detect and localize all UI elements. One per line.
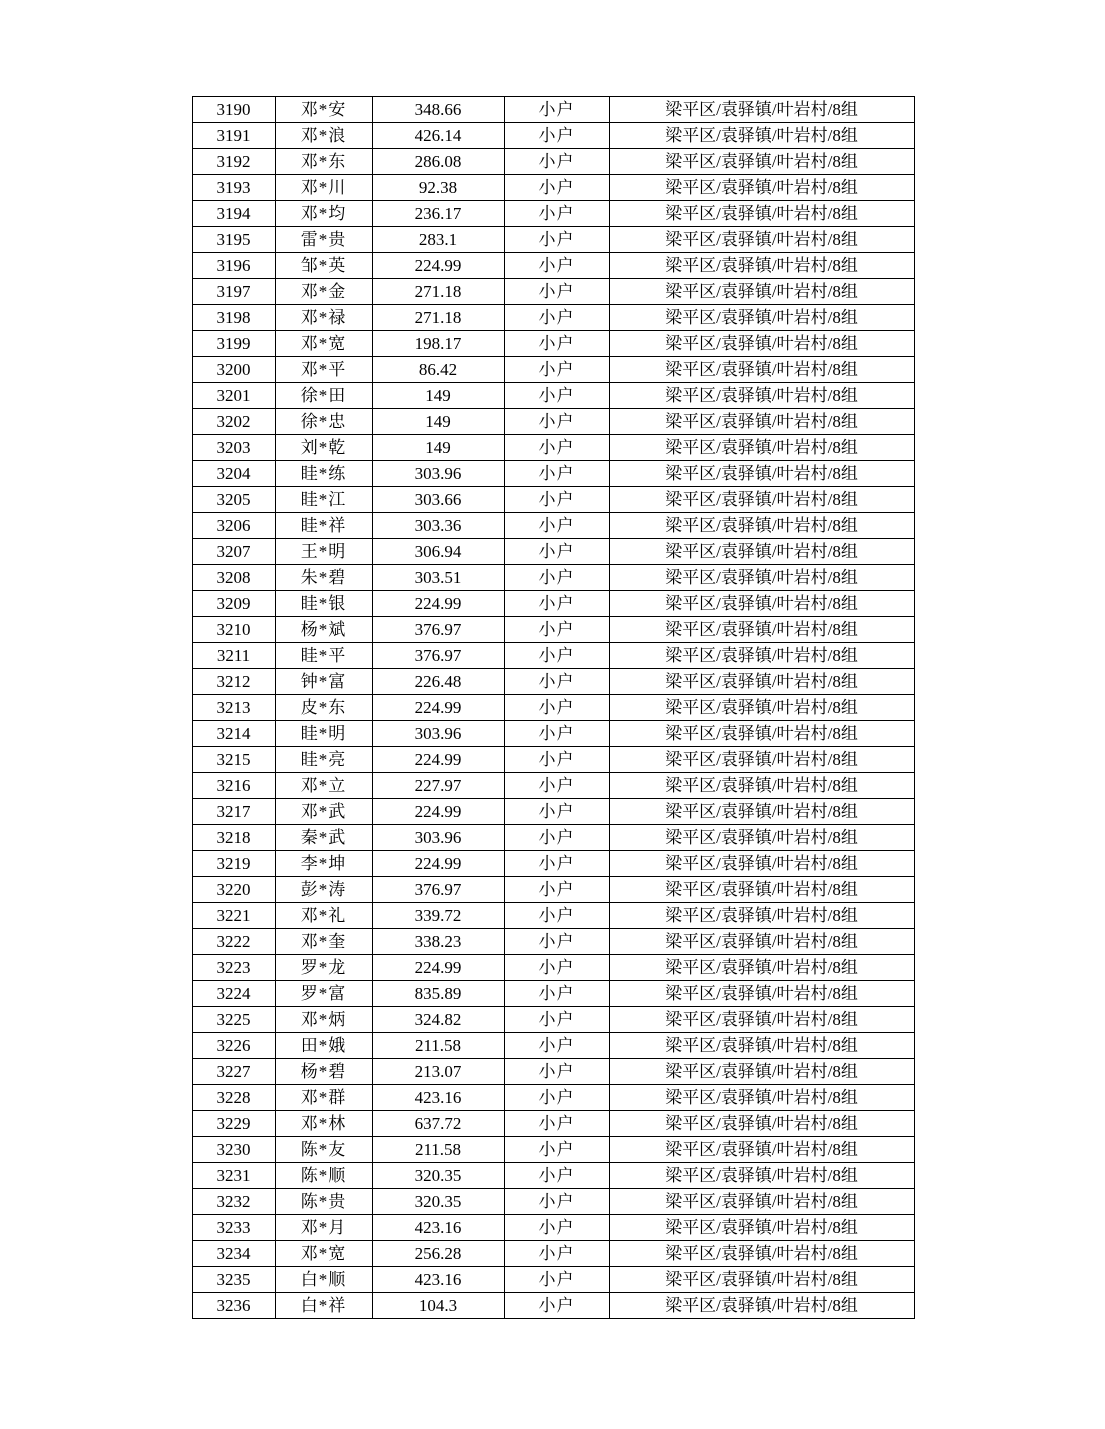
row-id: 3236 [192,1293,275,1319]
table-row [192,799,914,825]
row-name: 邓*林 [275,1111,372,1137]
row-type: 小户 [504,227,609,253]
table-row [192,1111,914,1137]
row-amount: 256.28 [372,1241,504,1267]
row-address: 梁平区/袁驿镇/叶岩村/8组 [609,643,914,669]
table-row [192,929,914,955]
row-name: 刘*乾 [275,435,372,461]
table-row [192,721,914,747]
table-body [192,97,914,1319]
table-row [192,825,914,851]
row-type: 小户 [504,929,609,955]
row-name: 钟*富 [275,669,372,695]
row-address: 梁平区/袁驿镇/叶岩村/8组 [609,1059,914,1085]
table-row [192,383,914,409]
row-id: 3207 [192,539,275,565]
row-id: 3228 [192,1085,275,1111]
row-type: 小户 [504,747,609,773]
row-id: 3214 [192,721,275,747]
row-amount: 320.35 [372,1163,504,1189]
row-amount: 303.36 [372,513,504,539]
row-address: 梁平区/袁驿镇/叶岩村/8组 [609,903,914,929]
row-id: 3216 [192,773,275,799]
table-row [192,1007,914,1033]
table-row [192,227,914,253]
row-address: 梁平区/袁驿镇/叶岩村/8组 [609,253,914,279]
row-amount: 224.99 [372,695,504,721]
row-address: 梁平区/袁驿镇/叶岩村/8组 [609,409,914,435]
row-name: 邓*礼 [275,903,372,929]
row-address: 梁平区/袁驿镇/叶岩村/8组 [609,955,914,981]
row-name: 罗*富 [275,981,372,1007]
row-type: 小户 [504,435,609,461]
row-amount: 426.14 [372,123,504,149]
table-row [192,903,914,929]
table-row [192,1293,914,1319]
row-type: 小户 [504,721,609,747]
row-type: 小户 [504,1293,609,1319]
row-address: 梁平区/袁驿镇/叶岩村/8组 [609,305,914,331]
row-name: 邓*立 [275,773,372,799]
row-name: 邓*安 [275,97,372,123]
row-address: 梁平区/袁驿镇/叶岩村/8组 [609,591,914,617]
row-type: 小户 [504,1189,609,1215]
row-amount: 303.66 [372,487,504,513]
row-address: 梁平区/袁驿镇/叶岩村/8组 [609,669,914,695]
row-type: 小户 [504,565,609,591]
table-row [192,305,914,331]
table-row [192,175,914,201]
row-id: 3199 [192,331,275,357]
row-type: 小户 [504,1241,609,1267]
row-address: 梁平区/袁驿镇/叶岩村/8组 [609,227,914,253]
row-amount: 376.97 [372,643,504,669]
row-id: 3217 [192,799,275,825]
row-address: 梁平区/袁驿镇/叶岩村/8组 [609,825,914,851]
table-row [192,487,914,513]
row-amount: 637.72 [372,1111,504,1137]
row-id: 3212 [192,669,275,695]
row-amount: 376.97 [372,617,504,643]
row-type: 小户 [504,981,609,1007]
row-type: 小户 [504,331,609,357]
row-address: 梁平区/袁驿镇/叶岩村/8组 [609,695,914,721]
row-type: 小户 [504,487,609,513]
row-id: 3195 [192,227,275,253]
row-type: 小户 [504,1007,609,1033]
row-amount: 198.17 [372,331,504,357]
table-row [192,331,914,357]
row-address: 梁平区/袁驿镇/叶岩村/8组 [609,513,914,539]
row-id: 3218 [192,825,275,851]
table-row [192,695,914,721]
row-id: 3227 [192,1059,275,1085]
row-id: 3231 [192,1163,275,1189]
row-amount: 348.66 [372,97,504,123]
row-address: 梁平区/袁驿镇/叶岩村/8组 [609,721,914,747]
row-amount: 149 [372,409,504,435]
row-type: 小户 [504,1059,609,1085]
row-id: 3226 [192,1033,275,1059]
row-name: 眭*平 [275,643,372,669]
row-amount: 211.58 [372,1137,504,1163]
row-name: 邓*东 [275,149,372,175]
row-amount: 423.16 [372,1215,504,1241]
row-name: 李*坤 [275,851,372,877]
row-amount: 213.07 [372,1059,504,1085]
row-amount: 320.35 [372,1189,504,1215]
row-id: 3190 [192,97,275,123]
row-name: 眭*亮 [275,747,372,773]
row-address: 梁平区/袁驿镇/叶岩村/8组 [609,1293,914,1319]
row-id: 3194 [192,201,275,227]
row-address: 梁平区/袁驿镇/叶岩村/8组 [609,851,914,877]
row-name: 皮*东 [275,695,372,721]
row-name: 陈*顺 [275,1163,372,1189]
row-amount: 339.72 [372,903,504,929]
row-amount: 224.99 [372,253,504,279]
row-name: 邓*宽 [275,1241,372,1267]
table-row [192,669,914,695]
table-row [192,1163,914,1189]
row-type: 小户 [504,1215,609,1241]
row-type: 小户 [504,357,609,383]
row-amount: 149 [372,435,504,461]
row-id: 3205 [192,487,275,513]
row-name: 眭*银 [275,591,372,617]
row-amount: 224.99 [372,747,504,773]
row-id: 3210 [192,617,275,643]
row-id: 3200 [192,357,275,383]
row-amount: 224.99 [372,851,504,877]
table-row [192,1033,914,1059]
row-address: 梁平区/袁驿镇/叶岩村/8组 [609,149,914,175]
row-type: 小户 [504,825,609,851]
row-amount: 224.99 [372,591,504,617]
row-amount: 835.89 [372,981,504,1007]
row-type: 小户 [504,1267,609,1293]
row-type: 小户 [504,175,609,201]
row-id: 3223 [192,955,275,981]
row-name: 邓*炳 [275,1007,372,1033]
row-address: 梁平区/袁驿镇/叶岩村/8组 [609,1215,914,1241]
row-name: 朱*碧 [275,565,372,591]
row-amount: 338.23 [372,929,504,955]
row-amount: 271.18 [372,305,504,331]
row-amount: 236.17 [372,201,504,227]
row-type: 小户 [504,123,609,149]
row-type: 小户 [504,695,609,721]
row-name: 眭*明 [275,721,372,747]
table-row [192,747,914,773]
row-type: 小户 [504,617,609,643]
row-id: 3211 [192,643,275,669]
row-address: 梁平区/袁驿镇/叶岩村/8组 [609,877,914,903]
row-address: 梁平区/袁驿镇/叶岩村/8组 [609,1241,914,1267]
row-amount: 104.3 [372,1293,504,1319]
row-amount: 149 [372,383,504,409]
row-amount: 211.58 [372,1033,504,1059]
row-type: 小户 [504,1033,609,1059]
row-id: 3196 [192,253,275,279]
row-name: 杨*斌 [275,617,372,643]
row-type: 小户 [504,1111,609,1137]
row-id: 3233 [192,1215,275,1241]
row-id: 3197 [192,279,275,305]
row-id: 3208 [192,565,275,591]
row-amount: 324.82 [372,1007,504,1033]
table-row [192,253,914,279]
table-row [192,1267,914,1293]
row-id: 3224 [192,981,275,1007]
row-type: 小户 [504,279,609,305]
row-name: 邓*均 [275,201,372,227]
row-name: 邓*群 [275,1085,372,1111]
row-amount: 283.1 [372,227,504,253]
row-id: 3230 [192,1137,275,1163]
row-amount: 286.08 [372,149,504,175]
row-amount: 92.38 [372,175,504,201]
table-row [192,1241,914,1267]
row-address: 梁平区/袁驿镇/叶岩村/8组 [609,487,914,513]
row-address: 梁平区/袁驿镇/叶岩村/8组 [609,1085,914,1111]
row-address: 梁平区/袁驿镇/叶岩村/8组 [609,357,914,383]
row-amount: 376.97 [372,877,504,903]
row-type: 小户 [504,149,609,175]
row-type: 小户 [504,1163,609,1189]
row-amount: 423.16 [372,1085,504,1111]
row-type: 小户 [504,97,609,123]
row-type: 小户 [504,669,609,695]
row-type: 小户 [504,851,609,877]
row-name: 邓*宽 [275,331,372,357]
row-name: 邓*武 [275,799,372,825]
row-id: 3222 [192,929,275,955]
row-name: 雷*贵 [275,227,372,253]
row-id: 3221 [192,903,275,929]
row-type: 小户 [504,461,609,487]
row-id: 3193 [192,175,275,201]
table-row [192,591,914,617]
row-id: 3204 [192,461,275,487]
row-id: 3191 [192,123,275,149]
table-row [192,539,914,565]
row-type: 小户 [504,643,609,669]
row-type: 小户 [504,383,609,409]
row-type: 小户 [504,591,609,617]
table-row [192,435,914,461]
table-row [192,461,914,487]
row-type: 小户 [504,773,609,799]
row-amount: 306.94 [372,539,504,565]
row-name: 邓*川 [275,175,372,201]
row-type: 小户 [504,877,609,903]
row-address: 梁平区/袁驿镇/叶岩村/8组 [609,539,914,565]
row-name: 邓*奎 [275,929,372,955]
row-id: 3235 [192,1267,275,1293]
row-id: 3232 [192,1189,275,1215]
row-address: 梁平区/袁驿镇/叶岩村/8组 [609,201,914,227]
row-type: 小户 [504,409,609,435]
row-id: 3202 [192,409,275,435]
table-row [192,877,914,903]
row-address: 梁平区/袁驿镇/叶岩村/8组 [609,97,914,123]
table-row [192,1137,914,1163]
row-id: 3220 [192,877,275,903]
row-id: 3192 [192,149,275,175]
row-address: 梁平区/袁驿镇/叶岩村/8组 [609,1033,914,1059]
row-address: 梁平区/袁驿镇/叶岩村/8组 [609,799,914,825]
table-row [192,513,914,539]
table-row [192,357,914,383]
row-type: 小户 [504,799,609,825]
row-amount: 423.16 [372,1267,504,1293]
row-id: 3209 [192,591,275,617]
row-address: 梁平区/袁驿镇/叶岩村/8组 [609,461,914,487]
row-amount: 303.51 [372,565,504,591]
row-name: 眭*练 [275,461,372,487]
table-row [192,773,914,799]
row-amount: 303.96 [372,721,504,747]
row-name: 陈*贵 [275,1189,372,1215]
table-row [192,1059,914,1085]
row-name: 邓*禄 [275,305,372,331]
row-type: 小户 [504,305,609,331]
row-id: 3206 [192,513,275,539]
row-address: 梁平区/袁驿镇/叶岩村/8组 [609,773,914,799]
row-id: 3213 [192,695,275,721]
row-type: 小户 [504,1085,609,1111]
table-row [192,955,914,981]
row-name: 徐*田 [275,383,372,409]
row-id: 3198 [192,305,275,331]
table-row [192,1215,914,1241]
row-address: 梁平区/袁驿镇/叶岩村/8组 [609,1163,914,1189]
records-table [192,96,915,1319]
row-id: 3215 [192,747,275,773]
row-type: 小户 [504,539,609,565]
row-id: 3225 [192,1007,275,1033]
row-address: 梁平区/袁驿镇/叶岩村/8组 [609,929,914,955]
row-name: 彭*涛 [275,877,372,903]
row-name: 邓*月 [275,1215,372,1241]
table-row [192,565,914,591]
row-address: 梁平区/袁驿镇/叶岩村/8组 [609,617,914,643]
table-row [192,409,914,435]
row-name: 白*顺 [275,1267,372,1293]
row-amount: 226.48 [372,669,504,695]
row-name: 秦*武 [275,825,372,851]
row-address: 梁平区/袁驿镇/叶岩村/8组 [609,331,914,357]
table-row [192,981,914,1007]
table-row [192,201,914,227]
table-row [192,149,914,175]
row-amount: 227.97 [372,773,504,799]
row-name: 邓*金 [275,279,372,305]
row-address: 梁平区/袁驿镇/叶岩村/8组 [609,1137,914,1163]
row-name: 邓*平 [275,357,372,383]
table-container [192,96,914,1319]
table-row [192,1085,914,1111]
row-name: 眭*江 [275,487,372,513]
table-row [192,97,914,123]
row-address: 梁平区/袁驿镇/叶岩村/8组 [609,175,914,201]
row-type: 小户 [504,253,609,279]
row-id: 3234 [192,1241,275,1267]
row-id: 3219 [192,851,275,877]
row-name: 杨*碧 [275,1059,372,1085]
table-row [192,617,914,643]
row-address: 梁平区/袁驿镇/叶岩村/8组 [609,747,914,773]
row-name: 徐*忠 [275,409,372,435]
row-amount: 86.42 [372,357,504,383]
table-row [192,123,914,149]
row-type: 小户 [504,1137,609,1163]
row-address: 梁平区/袁驿镇/叶岩村/8组 [609,123,914,149]
row-address: 梁平区/袁驿镇/叶岩村/8组 [609,981,914,1007]
row-name: 罗*龙 [275,955,372,981]
table-row [192,1189,914,1215]
row-address: 梁平区/袁驿镇/叶岩村/8组 [609,383,914,409]
row-type: 小户 [504,903,609,929]
row-amount: 303.96 [372,461,504,487]
row-address: 梁平区/袁驿镇/叶岩村/8组 [609,1111,914,1137]
row-address: 梁平区/袁驿镇/叶岩村/8组 [609,1267,914,1293]
row-type: 小户 [504,955,609,981]
row-name: 眭*祥 [275,513,372,539]
row-id: 3229 [192,1111,275,1137]
row-amount: 271.18 [372,279,504,305]
row-amount: 303.96 [372,825,504,851]
row-type: 小户 [504,513,609,539]
row-address: 梁平区/袁驿镇/叶岩村/8组 [609,565,914,591]
row-name: 田*娥 [275,1033,372,1059]
row-name: 陈*友 [275,1137,372,1163]
row-amount: 224.99 [372,955,504,981]
row-type: 小户 [504,201,609,227]
row-address: 梁平区/袁驿镇/叶岩村/8组 [609,279,914,305]
table-row [192,643,914,669]
table-row [192,279,914,305]
row-name: 王*明 [275,539,372,565]
row-address: 梁平区/袁驿镇/叶岩村/8组 [609,1007,914,1033]
row-id: 3203 [192,435,275,461]
row-address: 梁平区/袁驿镇/叶岩村/8组 [609,435,914,461]
table-row [192,851,914,877]
row-name: 邓*浪 [275,123,372,149]
row-name: 邹*英 [275,253,372,279]
row-name: 白*祥 [275,1293,372,1319]
row-address: 梁平区/袁驿镇/叶岩村/8组 [609,1189,914,1215]
row-amount: 224.99 [372,799,504,825]
row-id: 3201 [192,383,275,409]
